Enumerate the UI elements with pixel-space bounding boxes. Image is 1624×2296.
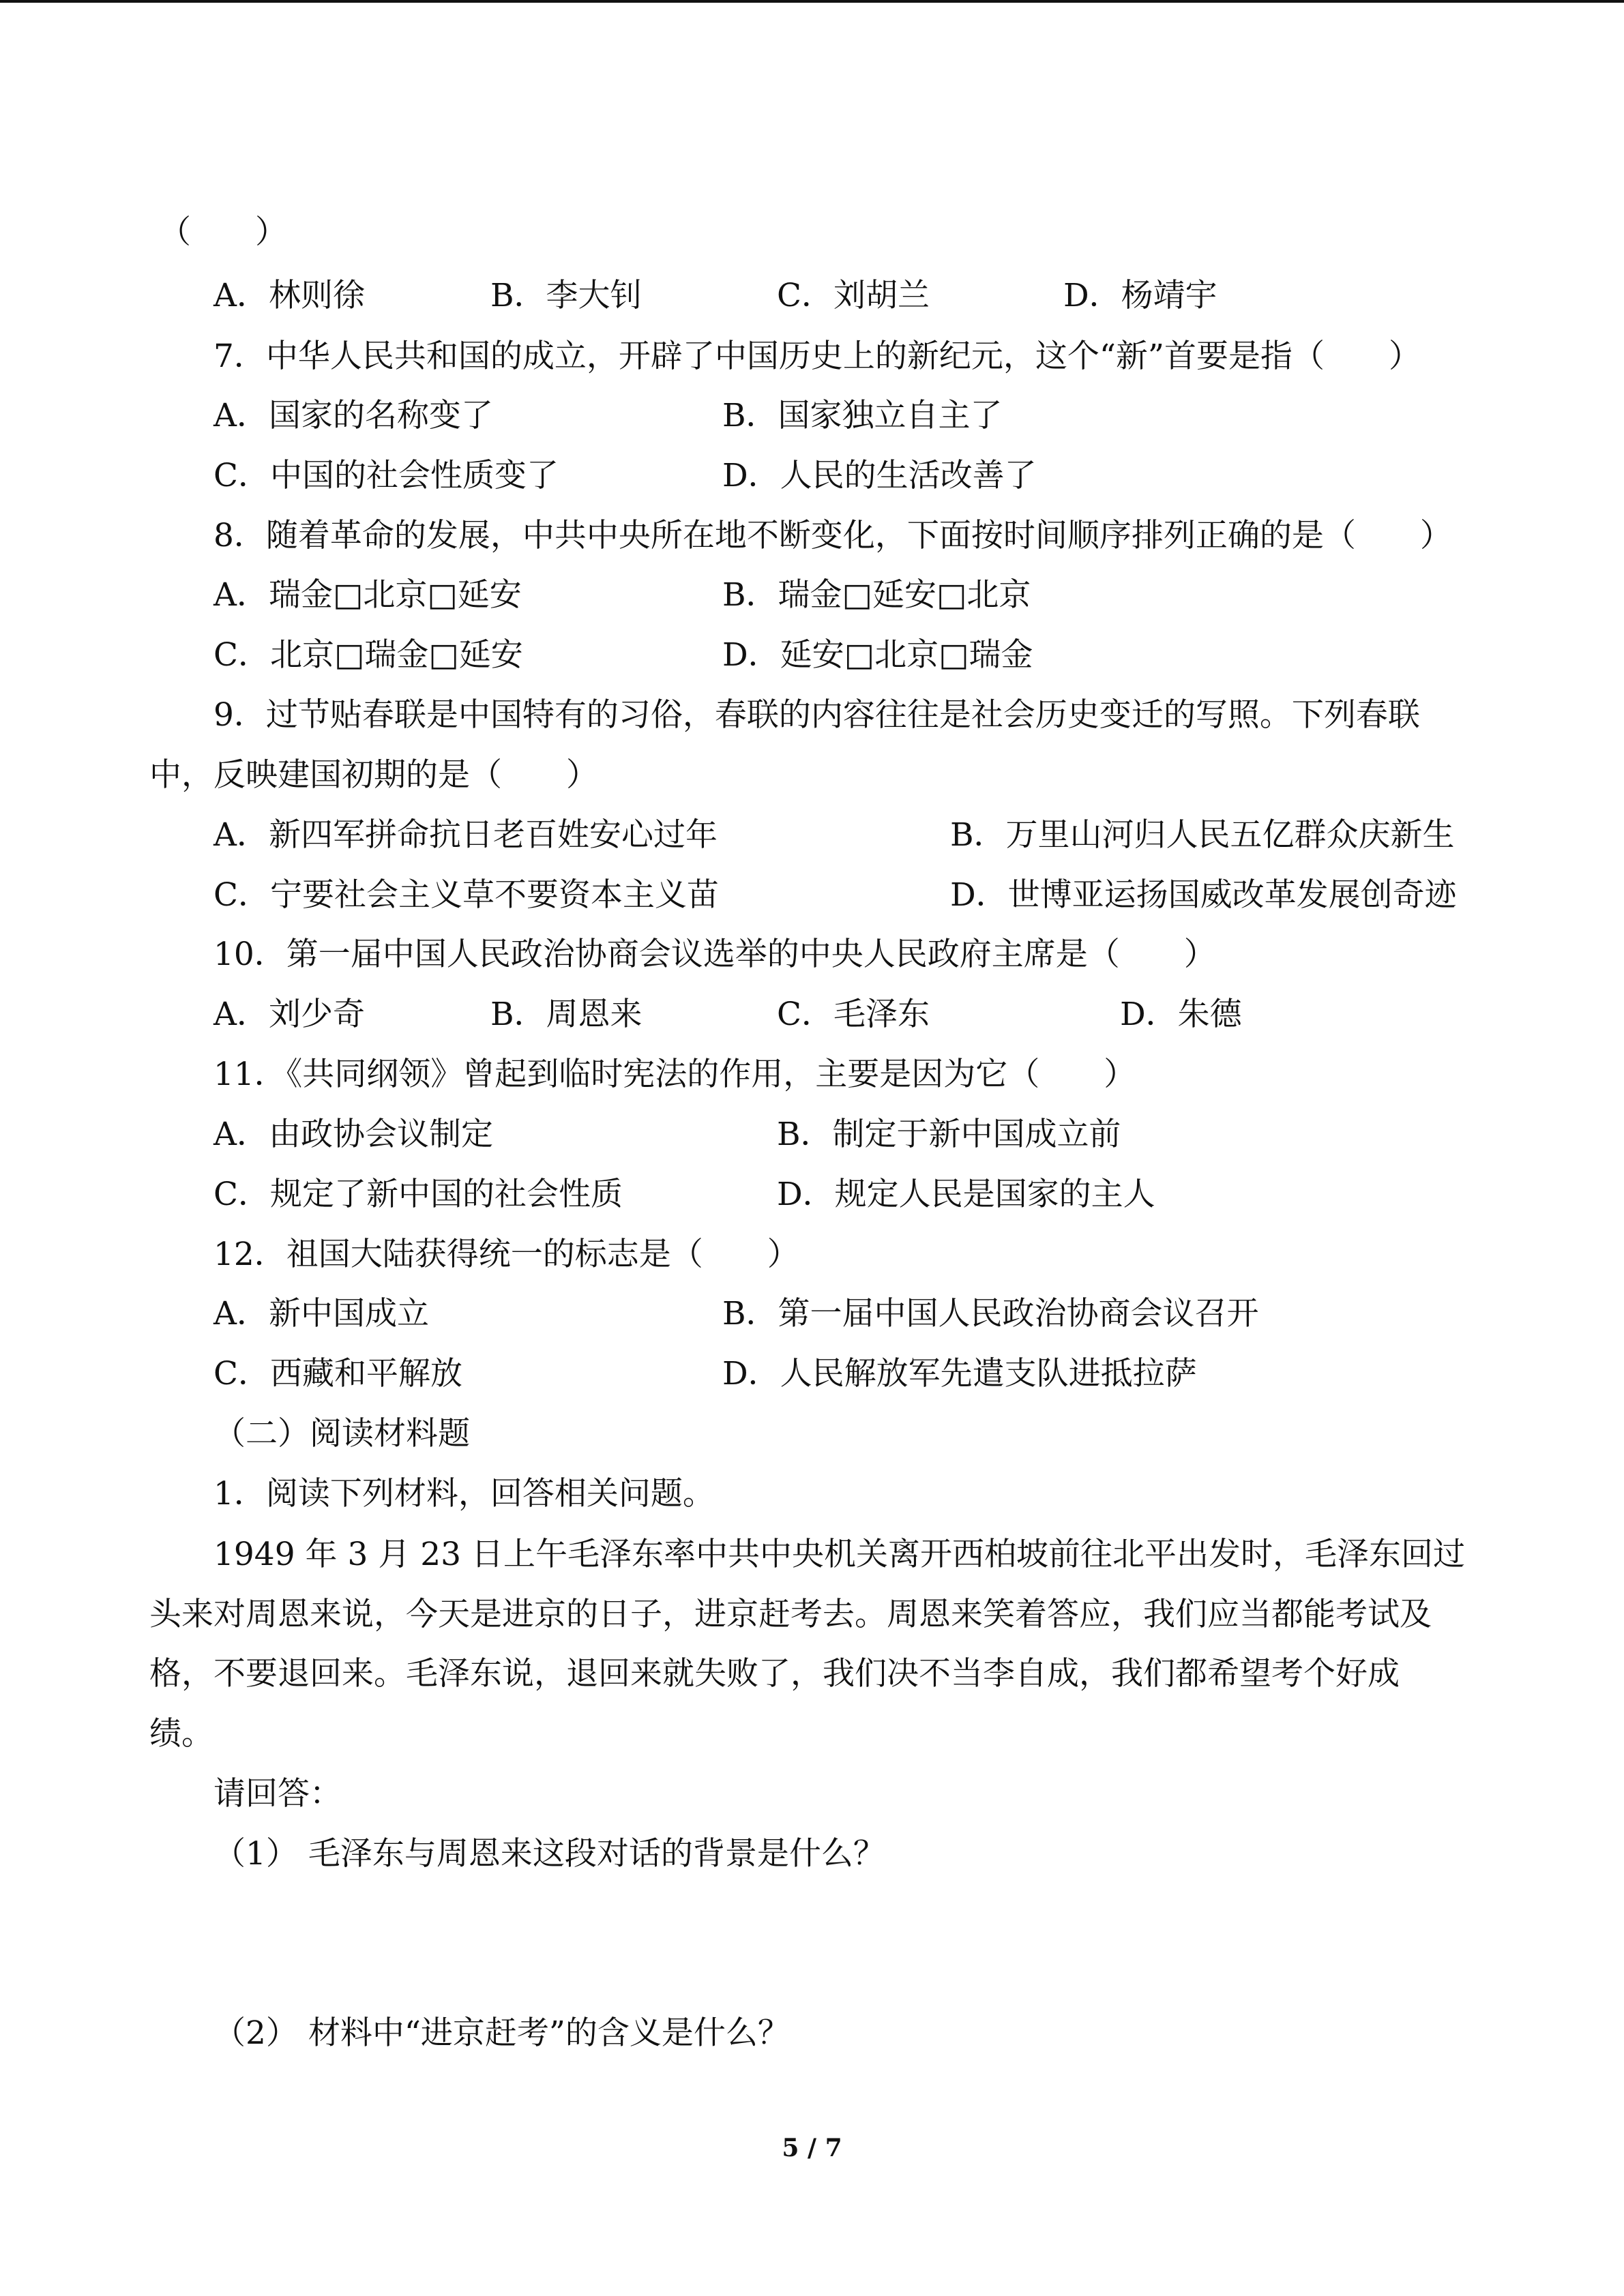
- q8-option-b: B．瑞金□延安□北京: [722, 576, 1031, 614]
- q11-option-c: C．规定了新中国的社会性质: [213, 1176, 623, 1213]
- q9-option-d: D．世博亚运扬国威改革发展创奇迹: [950, 876, 1457, 914]
- q6-option-c: C．刘胡兰: [777, 277, 930, 314]
- q8-option-a: A．瑞金□北京□延安: [213, 576, 522, 614]
- q12-stem: 12．祖国大陆获得统一的标志是（ ）: [213, 1236, 799, 1273]
- q8-option-c: C．北京□瑞金□延安: [213, 636, 523, 674]
- q10-stem: 10．第一届中国人民政治协商会议选举的中央人民政府主席是（ ）: [213, 936, 1216, 973]
- q10-option-a: A．刘少奇: [213, 996, 365, 1033]
- material-paragraph-line2: 头来对周恩来说，今天是进京的日子，进京赶考去。周恩来笑着答应，我们应当都能考试及: [149, 1596, 1432, 1633]
- q11-option-d: D．规定人民是国家的主人: [777, 1176, 1155, 1213]
- q9-option-b: B．万里山河归人民五亿群众庆新生: [950, 816, 1455, 854]
- please-answer: 请回答：: [213, 1775, 342, 1813]
- q8-option-d: D．延安□北京□瑞金: [722, 636, 1033, 674]
- q7-option-d: D．人民的生活改善了: [722, 457, 1037, 494]
- q6-answer-bracket: （ ）: [159, 213, 287, 251]
- material-paragraph-line1: 1949 年 3 月 23 日上午毛泽东率中共中央机关离开西柏坡前往北平出发时，毛泽东回过: [213, 1536, 1466, 1573]
- section-heading: （二）阅读材料题: [213, 1415, 470, 1452]
- material-paragraph-line3: 格，不要退回来。毛泽东说，退回来就失败了，我们决不当李自成，我们都希望考个好成: [149, 1655, 1400, 1693]
- q10-option-d: D．朱德: [1120, 996, 1242, 1033]
- q6-option-a: A．林则徐: [213, 277, 365, 314]
- q11-option-b: B．制定于新中国成立前: [777, 1116, 1121, 1153]
- q8-stem: 8．随着革命的发展，中共中央所在地不断变化，下面按时间顺序排列正确的是（ ）: [213, 517, 1452, 554]
- q7-option-c: C．中国的社会性质变了: [213, 457, 559, 494]
- q6-option-d: D．杨靖宇: [1063, 277, 1217, 314]
- q9-option-a: A．新四军拼命抗日老百姓安心过年: [213, 816, 718, 854]
- page-number: 5 / 7: [782, 2134, 842, 2162]
- q7-option-a: A．国家的名称变了: [213, 397, 493, 434]
- q10-option-c: C．毛泽东: [777, 996, 930, 1033]
- q12-option-a: A．新中国成立: [213, 1295, 429, 1332]
- q7-option-b: B．国家独立自主了: [722, 397, 1003, 434]
- q11-stem: 11．《共同纲领》曾起到临时宪法的作用，主要是因为它（ ）: [213, 1056, 1136, 1093]
- q12-option-b: B．第一届中国人民政治协商会议召开: [722, 1295, 1259, 1332]
- q10-option-b: B．周恩来: [490, 996, 643, 1033]
- top-rule: [0, 0, 1624, 3]
- q12-option-d: D．人民解放军先遣支队进抵拉萨: [722, 1355, 1197, 1392]
- q9-stem-line1: 9．过节贴春联是中国特有的习俗，春联的内容往往是社会历史变迁的写照。下列春联: [213, 696, 1420, 734]
- q9-stem-line2: 中，反映建国初期的是（ ）: [149, 756, 598, 794]
- q6-option-b: B．李大钊: [490, 277, 643, 314]
- q11-option-a: A．由政协会议制定: [213, 1116, 493, 1153]
- sub-question-2: （2） 材料中“进京赶考”的含义是什么？: [213, 2014, 790, 2052]
- material-paragraph-line4: 绩。: [149, 1715, 213, 1753]
- sub-question-1: （1） 毛泽东与周恩来这段对话的背景是什么？: [213, 1835, 885, 1873]
- q7-stem: 7．中华人民共和国的成立，开辟了中国历史上的新纪元，这个“新”首要是指（ ）: [213, 338, 1421, 375]
- q12-option-c: C．西藏和平解放: [213, 1355, 462, 1392]
- q9-option-c: C．宁要社会主义草不要资本主义苗: [213, 876, 719, 914]
- material-question-title: 1．阅读下列材料，回答相关问题。: [213, 1475, 715, 1512]
